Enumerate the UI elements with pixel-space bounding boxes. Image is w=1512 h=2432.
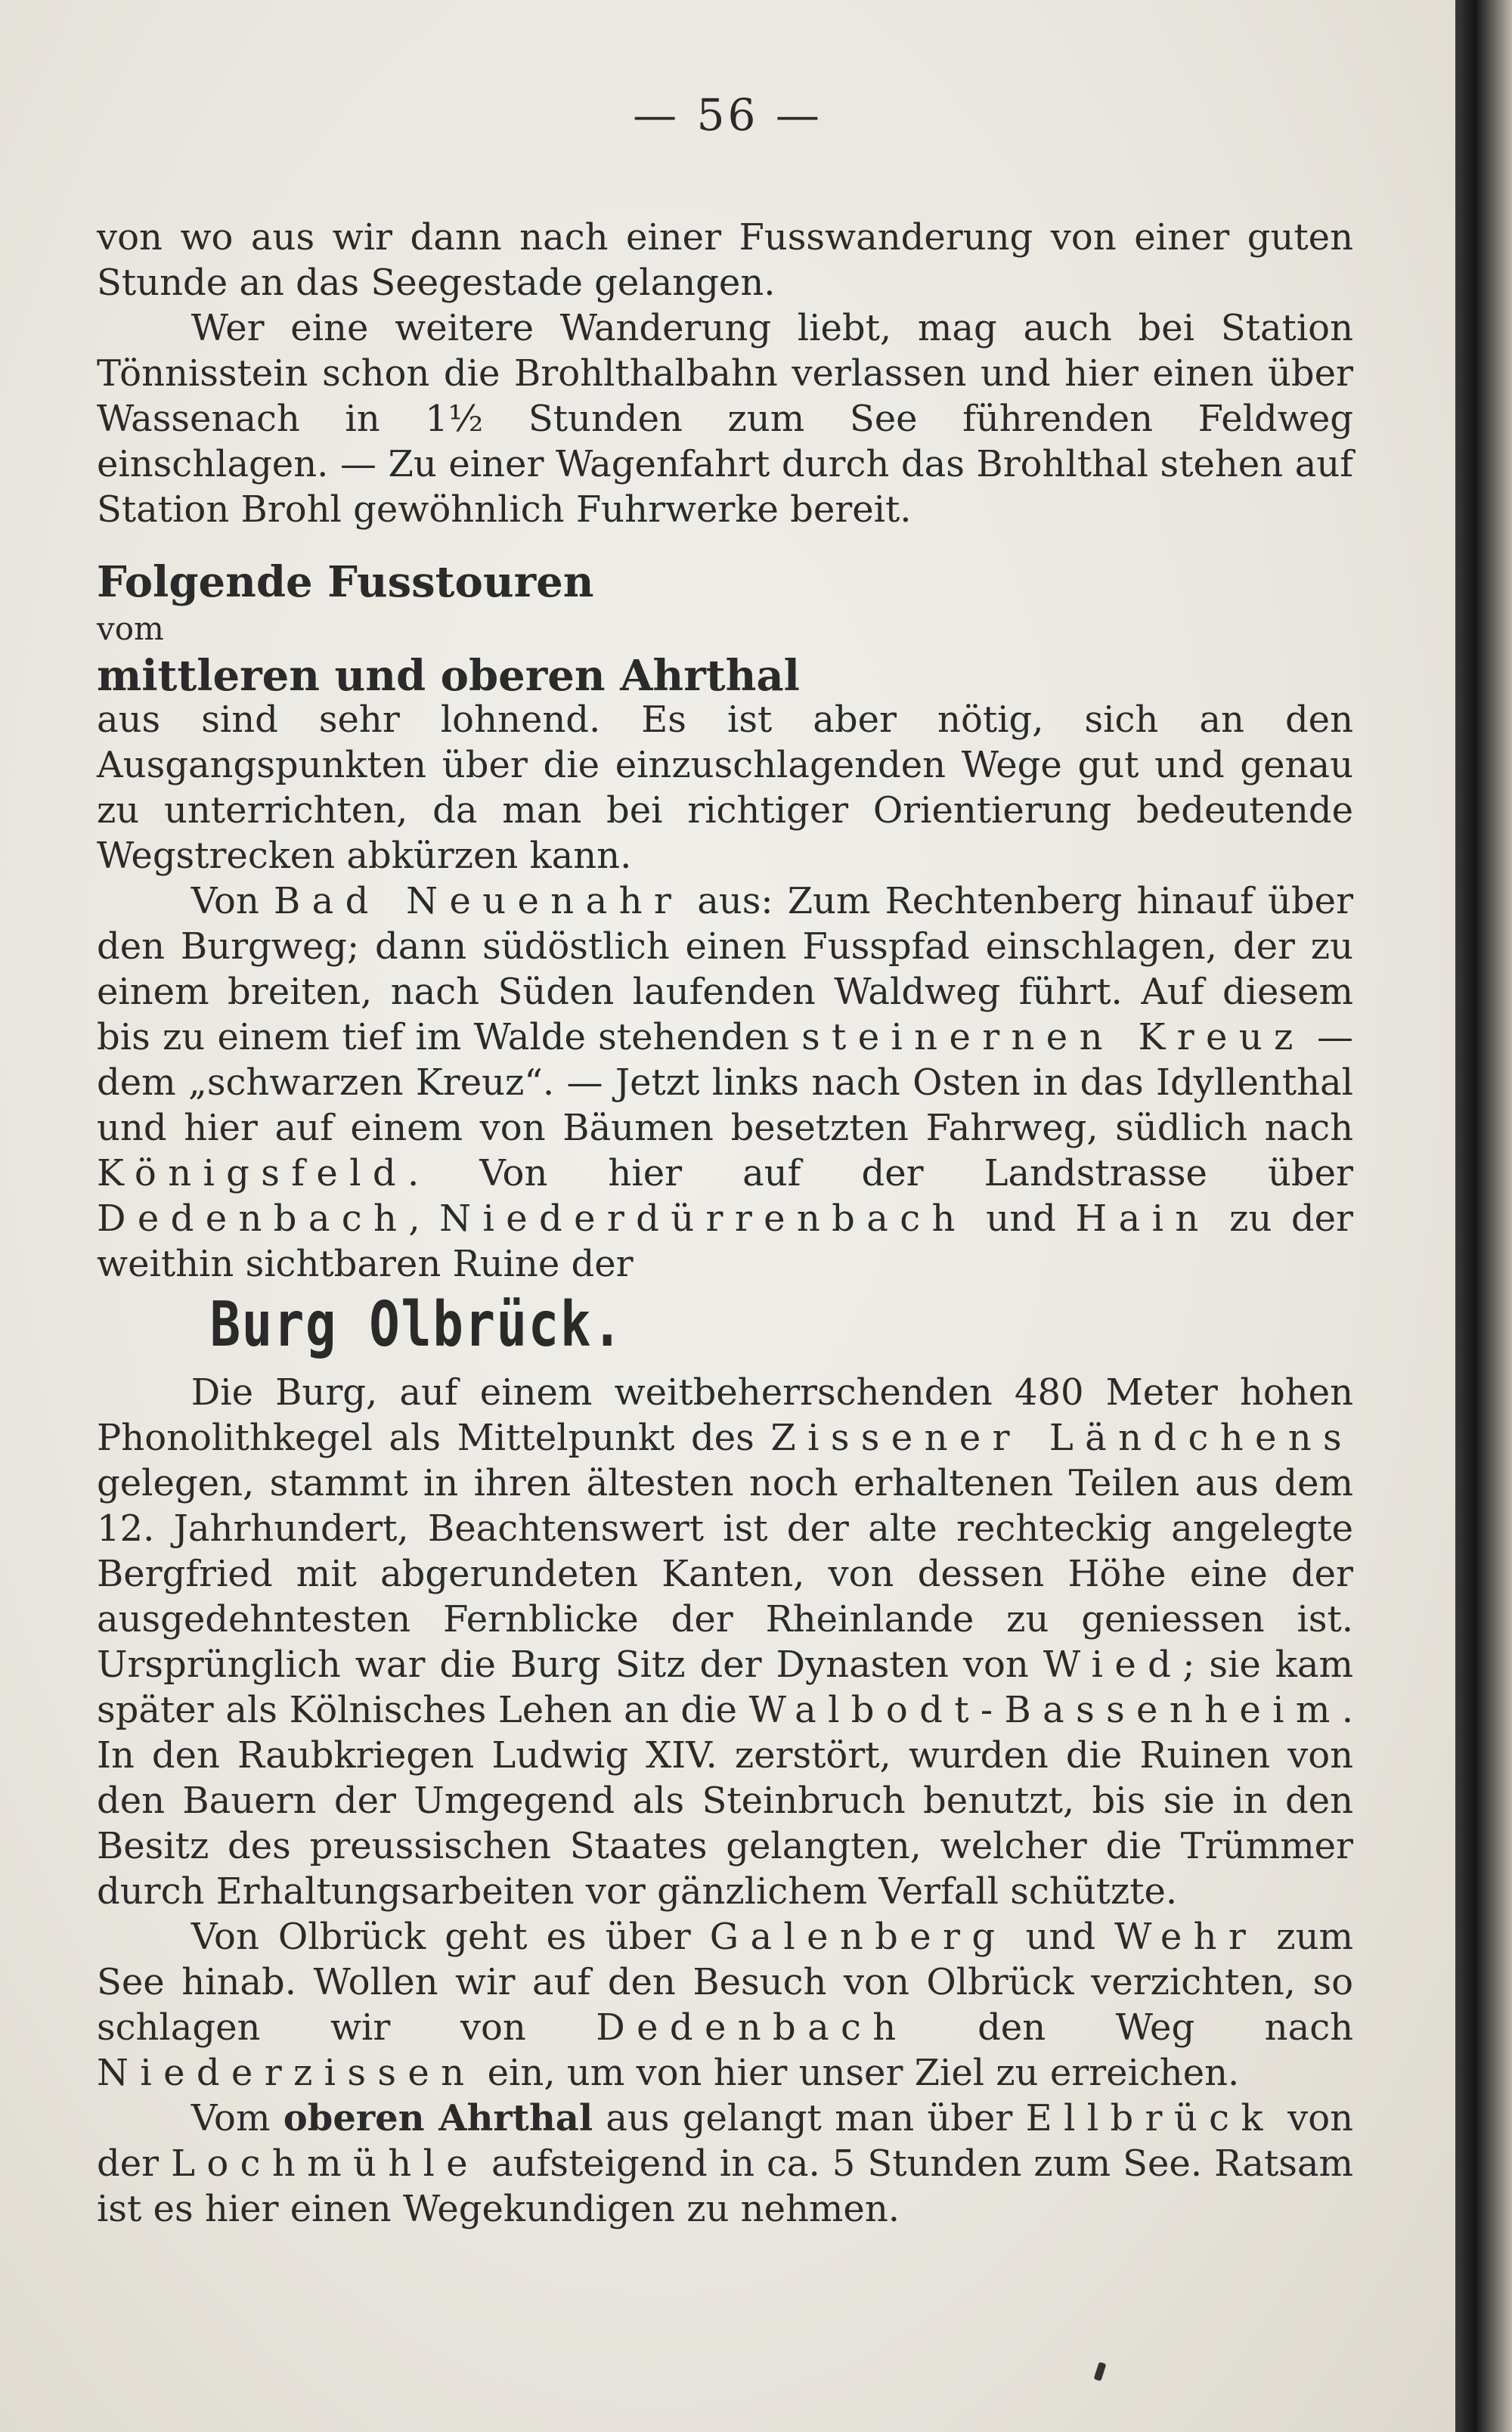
- text-run: Von: [191, 880, 274, 922]
- place-name: Lochmühle: [171, 2142, 480, 2185]
- heading-line-2: vom: [97, 610, 164, 647]
- place-name: Niederzissen: [97, 2052, 476, 2094]
- place-name: Walbodt-Bassenheim: [748, 1689, 1342, 1731]
- page-number: — 56 —: [633, 89, 823, 141]
- text-run: — dem „schwarzen Kreuz“. — Jetzt links nach Osten in das Idyllenthal und hier auf einem von Bäumen besetzten Fahrweg, südlich nach: [97, 1016, 1353, 1149]
- place-name: Königsfeld: [97, 1152, 407, 1194]
- text-run: . In den Raubkriegen Ludwig XIV. zerstört, wurden die Ruinen von den Bauern der Umgegend als Steinbruch benutzt, bis sie in den Besitz des preussischen Staates gelangten, welcher die Trümmer durch Erhaltungsarbeiten vor gänzlichem Verfall schützte.: [97, 1689, 1353, 1913]
- section-heading: [97, 550, 1353, 703]
- text-run: zum See hinab. Wollen wir auf den Besuch von Olbrück verzichten, so schlagen wir von: [97, 1916, 1354, 2049]
- book-spine-shadow: [1455, 0, 1512, 2432]
- place-name: Dedenbach: [97, 1197, 409, 1240]
- text-run: und: [1006, 1916, 1115, 1958]
- paragraph: von wo aus wir dann nach einer Fusswanderung von einer guten Stunde an das Seegestade gelangen.: [97, 216, 1353, 304]
- text-run: Die Burg, auf einem weitbeherrschenden 480 Meter hohen Phonolithkegel als Mittelpunkt des: [97, 1371, 1353, 1459]
- ink-mark: [1094, 2362, 1107, 2381]
- intro-block: [97, 215, 1353, 532]
- text-run: . Von hier auf der Landstrasse über: [407, 1152, 1353, 1194]
- text-run: Von Olbrück geht es über: [191, 1916, 710, 1958]
- heading-line-1: Folgende Fusstouren: [97, 557, 594, 607]
- text-run: aus gelangt man über: [593, 2097, 1026, 2139]
- place-name: Wehr: [1114, 1916, 1258, 1958]
- text-run: ,: [408, 1197, 440, 1240]
- paragraph: [97, 1370, 1353, 1914]
- place-name: Galenberg: [709, 1916, 1007, 1958]
- text-run: Vom: [191, 2097, 284, 2139]
- section1-block: [97, 697, 1353, 1287]
- text-run: aus: Zum Rechtenberg hinauf über den Burgweg; dann südöstlich einen Fusspfad einschlagen, der zu einem breiten, nach Süden laufenden Waldweg führt. Auf diesem bis zu einem tief im Walde stehenden: [97, 880, 1354, 1058]
- paragraph: [97, 878, 1353, 1287]
- burg-heading-block: [97, 1284, 1353, 1367]
- place-name: Wied: [1043, 1644, 1183, 1686]
- place-name: Niederdürrenbach: [439, 1197, 967, 1240]
- text-run: zu der weithin sichtbaren Ruine der: [97, 1197, 1354, 1285]
- text-run: ; sie kam später als Kölnisches Lehen an die: [97, 1644, 1353, 1731]
- section2-block: [97, 1370, 1353, 2232]
- place-name: Bad Neuenahr: [273, 880, 683, 922]
- place-name: steinernen Kreuz: [801, 1016, 1305, 1058]
- text-run: den Weg nach: [907, 2006, 1353, 2049]
- text-run: ein, um von hier unser Ziel zu erreichen.: [476, 2052, 1240, 2094]
- bold-term: oberen Ahrthal: [283, 2097, 593, 2139]
- place-name: Hain: [1075, 1197, 1210, 1240]
- paragraph: [97, 2096, 1353, 2232]
- burg-heading: Burg Olbrück.: [209, 1289, 624, 1361]
- place-name: Dedenbach: [596, 2006, 908, 2049]
- paragraph: Wer eine weitere Wanderung liebt, mag auch bei Station Tönnisstein schon die Brohlthalbahn verlassen und hier einen über Wassenach in 1½ Stunden zum See führenden Feldweg einschlagen. — Zu einer Wagenfahrt durch das Brohlthal stehen auf Station Brohl gewöhnlich Fuhrwerke bereit.: [97, 307, 1353, 531]
- heading-line-3: mittleren und oberen Ahrthal: [97, 651, 800, 701]
- text-run: und: [966, 1197, 1076, 1240]
- paragraph: [97, 1914, 1353, 2096]
- paragraph: aus sind sehr lohnend. Es ist aber nötig, sich an den Ausgangspunkten über die einzuschlagenden Wege gut und genau zu unterrichten, da man bei richtiger Orientierung bedeutende Wegstrecken abkürzen kann.: [97, 699, 1353, 877]
- text-run: gelegen, stammt in ihren ältesten noch erhaltenen Teilen aus dem 12. Jahrhundert, Beachtenswert ist der alte rechteckig angelegte Bergfried mit abgerundeten Kanten, von dessen Höhe eine der ausgedehntesten Fernblicke der Rheinlande zu geniessen ist. Ursprünglich war die Burg Sitz der Dynasten von: [97, 1462, 1353, 1686]
- place-name: Zissener Ländchens: [770, 1417, 1354, 1459]
- text-run: aufsteigend in ca. 5 Stunden zum See. Ratsam ist es hier einen Wegekundigen zu nehmen.: [97, 2142, 1353, 2230]
- place-name: Ellbrück: [1025, 2097, 1275, 2139]
- text-run: von der: [97, 2097, 1354, 2185]
